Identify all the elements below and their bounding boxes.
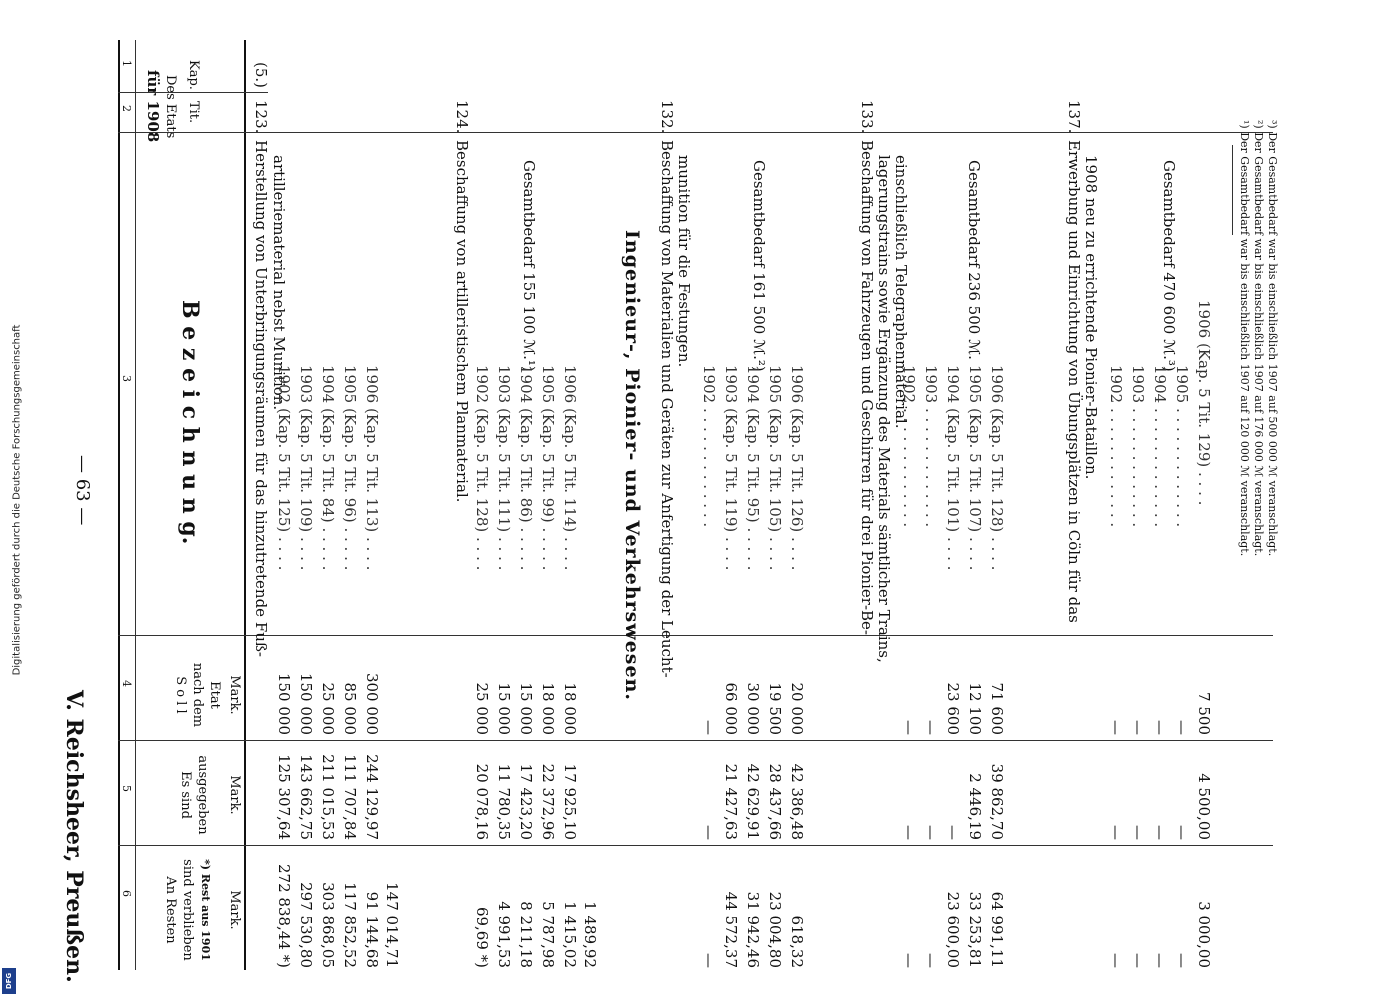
entry-tit-124: 124. (453, 100, 471, 134)
aus-header-2: ausgegeben (195, 755, 210, 835)
rule-kap-tit (118, 92, 268, 93)
page-title: V. Reichsheer, Preußen. (61, 690, 87, 983)
section-title: Ingenieur-, Pionier- und Verkehrswesen. (621, 230, 643, 701)
bezeichnung-header: B e z e i c h n u n g. (177, 300, 203, 545)
row-label: 1902 (Kap. 5 Tit. 125) . . . . (275, 365, 293, 571)
row-rest: 1 415,02 (561, 901, 579, 968)
row-label: 1905 (Kap. 5 Tit. 107) . . . . (966, 365, 984, 571)
row-soll: 150 000 (297, 672, 315, 735)
entry-text-137b: 1908 neu zu errichtende Pionier-Bataillon. (1082, 155, 1100, 480)
row-ausgegeben: 143 662,75 (297, 754, 315, 840)
row-soll: 7 500 (1195, 692, 1213, 735)
row-ausgegeben: 11 780,35 (495, 763, 513, 840)
row-soll: 150 000 (275, 672, 293, 735)
row-ausgegeben: — (700, 825, 718, 840)
row-label: 1906 (Kap. 5 Tit. 113) . . . . (363, 365, 381, 571)
row-rest: 23 600,00 (944, 891, 962, 968)
row-soll: 15 000 (517, 682, 535, 735)
row-rest: 117 852,52 (341, 882, 359, 968)
row-label: 1903 (Kap. 5 Tit. 109) . . . . (297, 365, 315, 571)
entry-text-123a: Herstellung von Unterbringungsräumen für das hinzutretende Fuß- (252, 140, 270, 657)
row-label: 1905 (Kap. 5 Tit. 105) . . . . (766, 365, 784, 571)
row-rest: 1 489,92 (581, 901, 599, 968)
row-ausgegeben: 22 372,96 (539, 763, 557, 840)
entry-text-133b: lagerungstrains sowie Ergänzung des Materials sämtlicher Trains, (875, 155, 893, 663)
row-soll: 12 100 (966, 682, 984, 735)
row-soll: — (1173, 720, 1191, 735)
row-label: 1905 . . . . . . . . . . . . . (1173, 365, 1191, 528)
total-124: Gesamtbedarf 155 100 ℳ.¹) (520, 160, 538, 372)
row-ausgegeben: 4 500,00 (1195, 773, 1213, 840)
row-label: 1906 (Kap. 5 Tit. 129) . . . . (1195, 300, 1213, 506)
row-label: 1904 . . . . . . . . . . . . . (1151, 365, 1169, 528)
colnum-6: 6 (120, 890, 133, 897)
row-rest: 3 000,00 (1195, 901, 1213, 968)
row-soll: 23 600 (944, 682, 962, 735)
row-label: 1905 (Kap. 5 Tit. 99) . . . . . (539, 365, 557, 571)
entry-tit-137: 137. (1065, 100, 1083, 134)
row-label: 1905 (Kap. 5 Tit. 96) . . . . . (341, 365, 359, 571)
row-rest: — (922, 953, 940, 968)
row-label: 1906 (Kap. 5 Tit. 114) . . . . (561, 365, 579, 571)
row-soll: — (900, 720, 918, 735)
top-rule (118, 40, 120, 970)
row-rest: 31 942,46 (744, 891, 762, 968)
row-soll: — (1129, 720, 1147, 735)
page-number: — 63 — (72, 455, 93, 526)
row-rest: 618,32 (788, 915, 806, 968)
row-ausgegeben: — (922, 825, 940, 840)
kap-header: Kap. (186, 60, 201, 90)
entry-text-133a: Beschaffung von Fahrzeugen und Geschirren für drei Pionier-Be- (858, 140, 876, 635)
row-ausgegeben: — (944, 825, 962, 840)
row-label: 1903 . . . . . . . . . . . . . (922, 365, 940, 528)
row-soll: 300 000 (363, 672, 381, 735)
row-rest: 4 991,53 (495, 901, 513, 968)
row-rest: — (1173, 953, 1191, 968)
row-ausgegeben: 125 307,64 (275, 754, 293, 840)
row-rest: 297 530,80 (297, 882, 315, 968)
footnote-2: ²) Der Gesamtbedarf war bis einschließlich 1907 auf 176 000 ℳ veranschlagt. (1252, 120, 1265, 557)
row-label: 1904 (Kap. 5 Tit. 84) . . . . . (319, 365, 337, 571)
entry-text-132b: munition für die Festungen. (675, 155, 693, 368)
entry-kap: (5.) (252, 62, 270, 89)
row-label: 1904 (Kap. 5 Tit. 86) . . . . . (517, 365, 535, 571)
row-rest: 8 211,18 (517, 901, 535, 968)
tit-header: Tit. (186, 100, 201, 124)
entry-tit-123: 123. (252, 100, 270, 134)
soll-header-2: nach dem (190, 662, 205, 728)
footnote-rule (1232, 145, 1233, 235)
rule-tit-bez (118, 132, 1273, 133)
row-rest: 33 253,81 (966, 891, 984, 968)
row-rest: — (1129, 953, 1147, 968)
row-label: 1904 (Kap. 5 Tit. 101) . . . . (944, 365, 962, 571)
reste-header-2: sind verblieben (180, 859, 195, 961)
row-soll: 18 000 (539, 682, 557, 735)
row-rest: — (1151, 953, 1169, 968)
row-soll: 25 000 (473, 682, 491, 735)
row-ausgegeben: — (1107, 825, 1125, 840)
row-ausgegeben: — (1151, 825, 1169, 840)
rule-aus-rest (118, 845, 1273, 846)
row-rest: 69,69 *) (473, 906, 491, 968)
row-label: 1902 . . . . . . . . . . . . . (900, 365, 918, 528)
soll-unit: Mark. (227, 675, 242, 715)
row-label: 1903 (Kap. 5 Tit. 111) . . . . (495, 365, 513, 571)
row-ausgegeben: 42 629,91 (744, 763, 762, 840)
row-rest: — (900, 953, 918, 968)
entry-text-124: Beschaffung von artilleristischem Planmaterial. (453, 140, 471, 503)
row-rest: 23 004,80 (766, 891, 784, 968)
row-label: 1903 . . . . . . . . . . . . . (1129, 365, 1147, 528)
row-soll: 85 000 (341, 682, 359, 735)
row-ausgegeben: 17 925,10 (561, 763, 579, 840)
row-label: 1903 (Kap. 5 Tit. 119) . . . . (722, 365, 740, 571)
total-132: Gesamtbedarf 161 500 ℳ.²) (750, 160, 768, 372)
row-soll: 25 000 (319, 682, 337, 735)
row-label: 1906 (Kap. 5 Tit. 126) . . . . (788, 365, 806, 571)
etat-header-2: für 1908 (144, 70, 162, 143)
aus-header-1: Es sind (178, 771, 193, 819)
reste-unit: Mark. (227, 890, 242, 930)
colnum-3: 3 (120, 375, 133, 382)
row-ausgegeben: 21 427,63 (722, 763, 740, 840)
row-label: 1902 (Kap. 5 Tit. 128) . . . . (473, 365, 491, 571)
colnum-4: 4 (120, 680, 133, 687)
row-ausgegeben: 211 015,53 (319, 754, 337, 840)
row-soll: 15 000 (495, 682, 513, 735)
total-137: Gesamtbedarf 470 600 ℳ.³) (1160, 160, 1178, 372)
reste-header-3: *) Rest aus 1901 (199, 859, 212, 961)
entry-tit-132: 132. (658, 100, 676, 134)
row-soll: 71 600 (988, 682, 1006, 735)
row-ausgegeben: 20 078,16 (473, 763, 491, 840)
row-rest: — (700, 953, 718, 968)
etat-header-1: Des Etats (163, 75, 178, 139)
row-rest: — (1107, 953, 1125, 968)
row-ausgegeben: 244 129,97 (363, 754, 381, 840)
entry-text-137a: Erwerbung und Einrichtung von Übungsplätzen in Cöln für das (1065, 140, 1083, 623)
row-ausgegeben: — (900, 825, 918, 840)
row-soll: 18 000 (561, 682, 579, 735)
row-rest: 91 144,68 (363, 891, 381, 968)
entry-text-133c: einschließlich Telegraphenmaterial. (892, 155, 910, 429)
row-rest: 64 991,11 (988, 891, 1006, 968)
row-soll: 20 000 (788, 682, 806, 735)
rule-bez-soll (118, 635, 1273, 636)
row-ausgegeben: 2 446,19 (966, 773, 984, 840)
row-rest: 303 868,05 (319, 882, 337, 968)
soll-header-3: Etat (207, 681, 222, 709)
total-133: Gesamtbedarf 236 500 ℳ. (965, 160, 983, 360)
row-rest: 44 572,37 (722, 891, 740, 968)
colnum-2: 2 (120, 105, 133, 112)
column-number-rule (135, 40, 136, 970)
aus-unit: Mark. (227, 775, 242, 815)
row-soll: — (1151, 720, 1169, 735)
row-label: 1904 (Kap. 5 Tit. 95) . . . . . (744, 365, 762, 571)
colnum-5: 5 (120, 785, 133, 792)
row-soll: — (700, 720, 718, 735)
entry-text-132a: Beschaffung von Materialien und Geräten zur Anfertigung der Leucht- (658, 140, 676, 678)
dfg-logo-text: DFG (5, 972, 13, 990)
credit-text: Digitalisierung gefördert durch die Deutsche Forschungsgemeinschaft (11, 324, 23, 676)
reste-header-1: An Resten (163, 876, 178, 944)
row-soll: 66 000 (722, 682, 740, 735)
footnote-1: ¹) Der Gesamtbedarf war bis einschließlich 1907 auf 120 000 ℳ veranschlagt. (1238, 120, 1251, 557)
row-ausgegeben: 42 386,48 (788, 763, 806, 840)
row-rest: 5 787,98 (539, 901, 557, 968)
row-label: 1902 . . . . . . . . . . . . . (700, 365, 718, 528)
soll-header-1: S o l l (173, 676, 188, 714)
entry-text-123b: artilleriematerial nebst Munition. (270, 155, 288, 411)
row-soll: — (922, 720, 940, 735)
row-soll: — (1107, 720, 1125, 735)
row-ausgegeben: 28 437,66 (766, 763, 784, 840)
row-rest: 147 014,71 (383, 882, 401, 968)
row-ausgegeben: 111 707,84 (341, 754, 359, 840)
row-label: 1906 (Kap. 5 Tit. 128) . . . . (988, 365, 1006, 571)
row-ausgegeben: — (1129, 825, 1147, 840)
footnote-3: ³) Der Gesamtbedarf war bis einschließlich 1907 auf 500 000 ℳ veranschlagt. (1266, 120, 1279, 557)
row-label: 1902 . . . . . . . . . . . . . (1107, 365, 1125, 528)
row-soll: 19 500 (766, 682, 784, 735)
row-ausgegeben: — (1173, 825, 1191, 840)
header-bottom-rule (244, 40, 246, 970)
row-soll: 30 000 (744, 682, 762, 735)
colnum-1: 1 (120, 60, 133, 67)
row-ausgegeben: 17 423,20 (517, 763, 535, 840)
entry-tit-133: 133. (858, 100, 876, 134)
rule-soll-aus (118, 740, 1273, 741)
row-ausgegeben: 39 862,70 (988, 763, 1006, 840)
row-rest: 272 838,44 *) (275, 863, 293, 968)
